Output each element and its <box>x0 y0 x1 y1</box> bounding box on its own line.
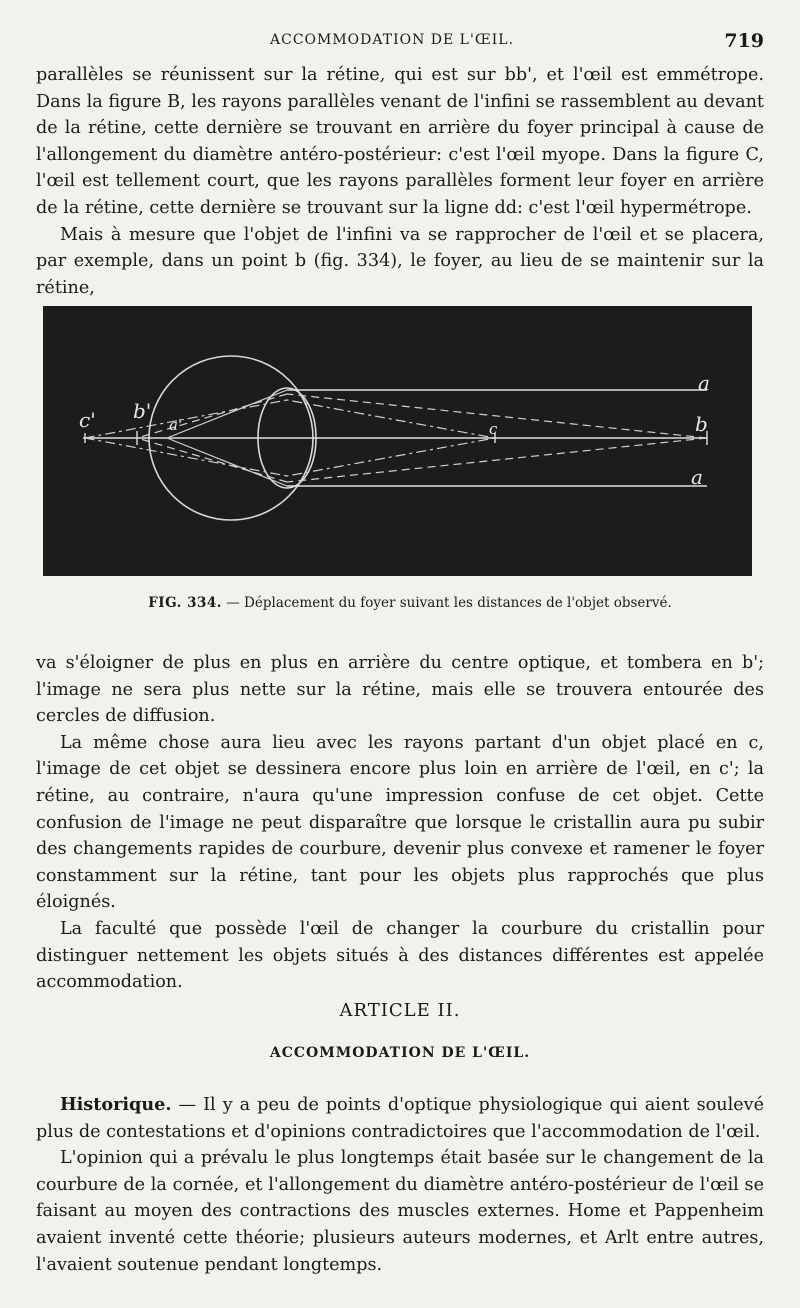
ray-to-a-prime <box>167 390 287 438</box>
paragraph: La faculté que possède l'œil de changer la courbure du cristallin pour distinguer nettement les objets situés à des distances différentes est appelée accommodation. <box>36 918 764 993</box>
label-b-prime: b' <box>133 399 152 423</box>
label-c-prime: c' <box>79 408 96 432</box>
ray-to-b-prime <box>137 394 287 438</box>
figure-caption <box>40 595 780 611</box>
ray-from-c <box>287 438 495 476</box>
text-block-bottom <box>36 1092 764 1278</box>
text-block-middle <box>36 650 764 996</box>
label-a-top: a <box>698 371 710 395</box>
page-number: 719 <box>724 30 764 52</box>
paragraph: L'opinion qui a prévalu le plus longtemps était basée sur le changement de la courbure de la cornée, et l'allongement du diamètre antéro-postérieur de l'œil se faisant au moyen des contractions des muscles externes. Home et Pappenheim avaient inventé cette théorie; plusieurs auteurs modernes, et Arlt entre autres, l'avaient soutenue pendant longtemps. <box>36 1148 764 1275</box>
label-b: b <box>695 412 708 436</box>
paragraph: La même chose aura lieu avec les rayons partant d'un objet placé en c, l'image de cet objet se dessinera encore plus loin en arrière de l'œil, en c'; la rétine, au contraire, n'aura qu'une impression confuse de cet objet. Cette confusion de l'image ne peut disparaître que lorsque le cristallin aura pu subir des changements rapides de courbure, devenir plus convexe et ramener le foyer constamment sur la rétine, tant pour les objets plus rapprochés que plus éloignés. <box>36 732 764 913</box>
paragraph: va s'éloigner de plus en plus en arrière du centre optique, et tombera en b'; l'image ne sera plus nette sur la rétine, mais elle se trouvera entourée des cercles de diffusion. <box>36 653 764 727</box>
ray-to-b-prime <box>137 438 287 482</box>
ray-to-a-prime <box>167 438 287 486</box>
figure-caption-text: — Déplacement du foyer suivant les distances de l'objet observé. <box>226 595 672 611</box>
ray-to-c-prime <box>85 400 287 438</box>
historique-text: — Il y a peu de points d'optique physiologique qui aient soulevé plus de contestations et d'opinions contradictoires que l'accommodation de l'œil. <box>36 1095 764 1142</box>
text-block-top <box>36 62 764 301</box>
label-c: c <box>489 420 498 438</box>
running-title: ACCOMMODATION DE L'ŒIL. <box>270 32 515 48</box>
section-heading: ACCOMMODATION DE L'ŒIL. <box>269 1045 531 1061</box>
label-a-prime: a' <box>169 416 183 434</box>
paragraph: Mais à mesure que l'objet de l'infini va se rapprocher de l'œil et se placera, par exemple, dans un point b (fig. 334), le foyer, au lieu de se maintenir sur la rétine, <box>36 224 764 298</box>
article-heading: ARTICLE II. <box>339 1000 461 1021</box>
label-a-bottom: a <box>691 465 703 489</box>
historique-label: Historique. <box>60 1094 172 1115</box>
paragraph: parallèles se réunissent sur la rétine, qui est sur bb', et l'œil est emmétrope. Dans la figure B, les rayons parallèles venant de l'infini se rassemblent au devant de la rétine, cette dernière se trouvant en arrière du foyer principal à cause de l'allongement du diamètre antéro-postérieur: c'est l'œil myope. Dans la figure C, l'œil est tellement court, que les rayons parallèles forment leur foyer en arrière de la rétine, cette dernière se trouvant sur la ligne dd: c'est l'œil hypermétrope. <box>36 65 764 218</box>
eye-diagram-svg <box>43 306 752 576</box>
figure-number: FIG. 334. <box>148 595 222 611</box>
figure-eye-diagram <box>43 306 752 576</box>
ray-from-b <box>287 438 707 482</box>
running-head <box>0 30 800 56</box>
paragraph-historique <box>36 1092 764 1145</box>
ray-from-c <box>287 400 495 438</box>
ray-to-c-prime <box>85 438 287 476</box>
